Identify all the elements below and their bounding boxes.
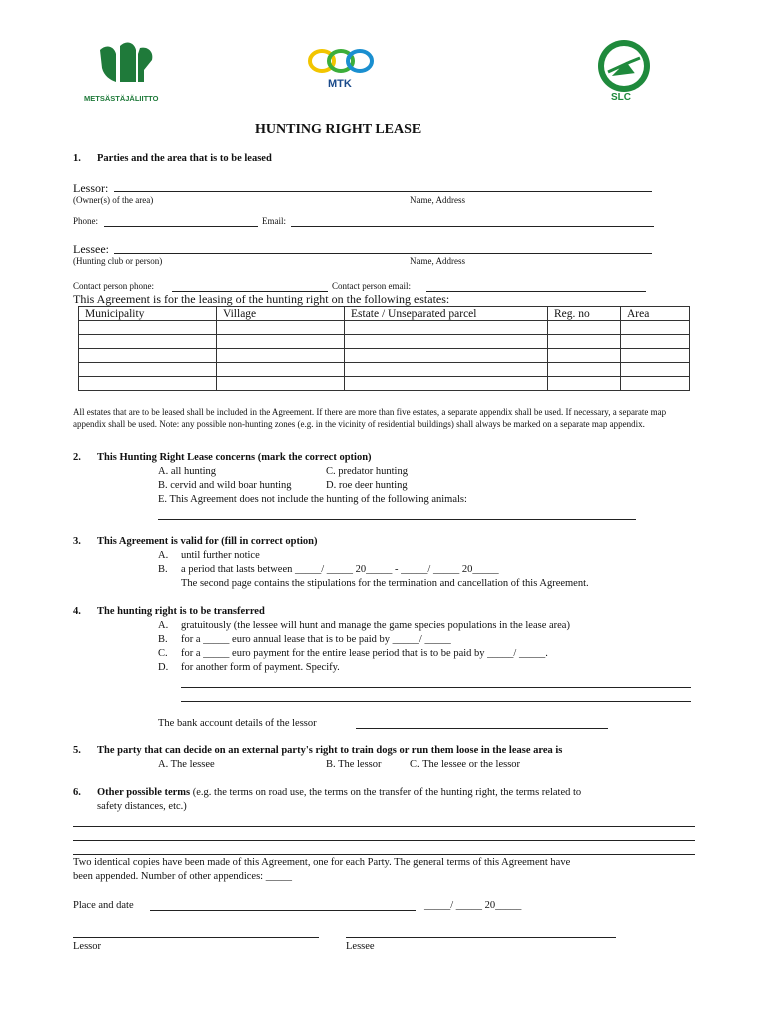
table-row — [79, 377, 690, 391]
bank-account-field[interactable] — [356, 728, 608, 729]
option-5a[interactable]: A. The lessee — [158, 759, 215, 770]
estates-table-header — [79, 307, 690, 321]
other-terms-line-2[interactable] — [73, 840, 695, 841]
column-area: Area — [621, 307, 690, 321]
lessor-name-address-hint: Name, Address — [410, 195, 465, 205]
section-6-examples-cont: safety distances, etc.) — [97, 801, 187, 812]
payment-specify-line-2[interactable] — [181, 701, 691, 702]
bird-icon — [96, 40, 156, 88]
option-3b[interactable]: a period that lasts between _____/ _____ 20_____ - _____/ _____ 20_____ — [181, 564, 499, 575]
lessor-owner-hint: (Owner(s) of the area) — [73, 195, 154, 205]
place-date-field[interactable] — [150, 910, 416, 911]
lessee-signature-line[interactable] — [346, 937, 616, 938]
email-label: Email: — [262, 216, 286, 226]
option-4b-letter: B. — [158, 634, 168, 645]
mtk-wordmark: MTK — [328, 78, 352, 90]
phone-label: Phone: — [73, 216, 99, 226]
section-5-heading: The party that can decide on an external party's right to train dogs or run them loose in the lease area is — [97, 745, 563, 756]
section-3-heading: This Agreement is valid for (fill in correct option) — [97, 536, 318, 547]
column-estate: Estate / Unseparated parcel — [345, 307, 548, 321]
option-4d[interactable]: for another form of payment. Specify. — [181, 662, 340, 673]
table-row — [79, 335, 690, 349]
section-1-heading: Parties and the area that is to be leased — [97, 153, 272, 164]
option-4a[interactable]: gratuitously (the lessee will hunt and manage the game species populations in the lease area) — [181, 620, 570, 631]
slc-wordmark: SLC — [611, 92, 631, 103]
option-2d[interactable]: D. roe deer hunting — [326, 480, 408, 491]
column-reg-no: Reg. no — [548, 307, 621, 321]
option-5b[interactable]: B. The lessor — [326, 759, 382, 770]
email-field[interactable] — [291, 226, 654, 227]
lessor-field[interactable] — [114, 191, 652, 192]
copies-statement: Two identical copies have been made of this Agreement, one for each Party. The general terms of this Agreement have — [73, 857, 571, 868]
option-4c[interactable]: for a _____ euro payment for the entire lease period that is to be paid by _____/ _____. — [181, 648, 548, 659]
option-4c-letter: C. — [158, 648, 168, 659]
option-4d-letter: D. — [158, 662, 169, 673]
section-4-number: 4. — [73, 606, 81, 617]
section-1-number: 1. — [73, 153, 81, 164]
option-4b[interactable]: for a _____ euro annual lease that is to be paid by _____/ _____ — [181, 634, 451, 645]
section-2-heading: This Hunting Right Lease concerns (mark the correct option) — [97, 452, 372, 463]
section-6-number: 6. — [73, 787, 81, 798]
lessee-label: Lessee: — [73, 242, 109, 256]
section-2-number: 2. — [73, 452, 81, 463]
lessee-name-address-hint: Name, Address — [410, 256, 465, 266]
option-3a[interactable]: until further notice — [181, 550, 260, 561]
lessor-label: Lessor: — [73, 181, 109, 195]
section-4-heading: The hunting right is to be transferred — [97, 606, 265, 617]
excluded-animals-field[interactable] — [158, 519, 636, 520]
section-6-heading-line — [97, 787, 581, 798]
mtk-logo — [308, 46, 374, 96]
option-2e[interactable]: E. This Agreement does not include the hunting of the following animals: — [158, 494, 467, 505]
appendices-count: been appended. Number of other appendices: _____ — [73, 871, 292, 882]
section-6-examples: (e.g. the terms on road use, the terms on the transfer of the hunting right, the terms related to — [192, 787, 582, 798]
option-4a-letter: A. — [158, 620, 169, 631]
phone-field[interactable] — [104, 226, 258, 227]
other-terms-line-3[interactable] — [73, 854, 695, 855]
contact-phone-label: Contact person phone: — [73, 281, 154, 291]
section-5-number: 5. — [73, 745, 81, 756]
estates-note: All estates that are to be leased shall be included in the Agreement. If there are more than five estates, a separate appendix shall be used. If necessary, a separate map appendix shall be used. Note: any possible non-hunting zones (e.g. in the vicinity of residential buildings) shall always be marked on a separate map appendix. — [73, 407, 667, 429]
estates-intro: This Agreement is for the leasing of the hunting right on the following estates: — [73, 292, 450, 306]
date-field[interactable]: _____/ _____ 20_____ — [424, 900, 522, 911]
place-date-label: Place and date — [73, 900, 134, 911]
mtk-rings-icon — [308, 46, 374, 76]
table-row — [79, 349, 690, 363]
document-title: HUNTING RIGHT LEASE — [255, 122, 422, 137]
lessee-club-hint: (Hunting club or person) — [73, 256, 163, 266]
option-3a-letter: A. — [158, 550, 169, 561]
plough-emblem-icon — [596, 38, 652, 94]
lessee-field[interactable] — [114, 253, 652, 254]
slc-logo — [596, 38, 654, 104]
termination-note: The second page contains the stipulations for the termination and cancellation of this Agreement. — [181, 578, 589, 589]
section-3-number: 3. — [73, 536, 81, 547]
lessee-signature-label: Lessee — [346, 941, 375, 952]
option-2b[interactable]: B. cervid and wild boar hunting — [158, 480, 292, 491]
column-village: Village — [217, 307, 345, 321]
option-2c[interactable]: C. predator hunting — [326, 466, 408, 477]
lessor-signature-line[interactable] — [73, 937, 319, 938]
other-terms-line-1[interactable] — [73, 826, 695, 827]
section-6-heading: Other possible terms — [97, 787, 191, 798]
contact-email-field[interactable] — [426, 291, 646, 292]
estates-table — [78, 306, 690, 391]
option-5c[interactable]: C. The lessee or the lessor — [410, 759, 521, 770]
metsastajaliitto-wordmark: METSÄSTÄJÄLIITTO — [84, 94, 159, 103]
lessor-signature-label: Lessor — [73, 941, 101, 952]
payment-specify-line-1[interactable] — [181, 687, 691, 688]
option-2a[interactable]: A. all hunting — [158, 466, 217, 477]
bank-account-label: The bank account details of the lessor — [158, 718, 317, 729]
option-3b-letter: B. — [158, 564, 168, 575]
metsastajaliitto-logo — [84, 40, 168, 106]
contact-email-label: Contact person email: — [332, 281, 411, 291]
table-row — [79, 363, 690, 377]
table-row — [79, 321, 690, 335]
column-municipality: Municipality — [79, 307, 217, 321]
